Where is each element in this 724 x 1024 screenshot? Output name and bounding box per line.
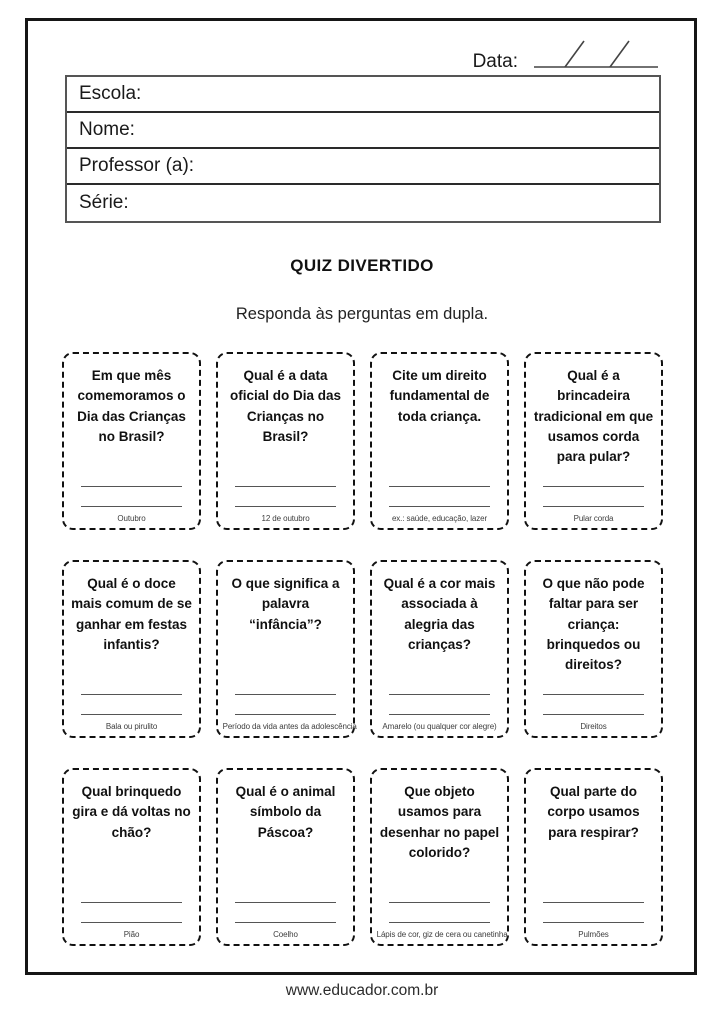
- page-title: QUIZ DIVERTIDO: [290, 256, 434, 275]
- quiz-card-11: [370, 768, 509, 946]
- quiz-card-9: [62, 768, 201, 946]
- answer-line[interactable]: [81, 922, 183, 923]
- date-row: [473, 34, 660, 75]
- quiz-cards-grid: [62, 352, 663, 946]
- answer-line[interactable]: [543, 902, 645, 903]
- answer-line[interactable]: [543, 486, 645, 487]
- answer-line[interactable]: [235, 506, 337, 507]
- card-answer: Pulmões: [578, 930, 609, 939]
- page-subtitle: Responda às perguntas em dupla.: [235, 305, 489, 323]
- answer-line[interactable]: [389, 486, 491, 487]
- answer-line[interactable]: [81, 506, 183, 507]
- footer-url: www.educador.com.br: [285, 982, 439, 999]
- card-question: Cite um direito fundamental de toda criança.: [389, 368, 490, 424]
- answer-line[interactable]: [235, 486, 337, 487]
- answer-line[interactable]: [235, 902, 337, 903]
- professor-label: Professor (a):: [79, 155, 195, 176]
- card-question: O que não pode faltar para ser criança: brinquedos ou direitos?: [542, 576, 645, 672]
- card-answer: Pião: [123, 930, 140, 939]
- card-question: Qual brinquedo gira e dá voltas no chão?: [72, 784, 191, 840]
- date-label: Data:: [472, 51, 518, 72]
- date-slashes-icon: [532, 34, 660, 70]
- answer-line[interactable]: [543, 714, 645, 715]
- card-question: Qual é o doce mais comum de se ganhar em festas infantis?: [71, 576, 192, 652]
- answer-line[interactable]: [81, 694, 183, 695]
- answer-line[interactable]: [235, 694, 337, 695]
- card-answer: Coelho: [273, 930, 298, 939]
- answer-line[interactable]: [81, 486, 183, 487]
- card-answer: Lápis de cor, giz de cera ou canetinha: [376, 930, 508, 939]
- quiz-card-2: [216, 352, 355, 530]
- card-answer: Período da vida antes da adolescência: [222, 722, 357, 731]
- quiz-card-6: [216, 560, 355, 738]
- quiz-card-5: [62, 560, 201, 738]
- card-question: Em que mês comemoramos o Dia das Crianças no Brasil?: [77, 368, 186, 444]
- answer-line[interactable]: [235, 922, 337, 923]
- card-question: Qual é a cor mais associada à alegria das crianças?: [383, 576, 496, 652]
- card-question: Qual parte do corpo usamos para respirar?: [547, 784, 640, 840]
- card-question: Qual é o animal símbolo da Páscoa?: [235, 784, 336, 840]
- student-info-table: [65, 75, 661, 223]
- quiz-card-12: [524, 768, 663, 946]
- info-row-escola[interactable]: [67, 77, 659, 113]
- answer-line[interactable]: [81, 714, 183, 715]
- nome-label: Nome:: [79, 119, 135, 140]
- answer-line[interactable]: [543, 922, 645, 923]
- card-answer: Direitos: [580, 722, 607, 731]
- info-row-serie[interactable]: [67, 185, 659, 221]
- escola-label: Escola:: [79, 83, 142, 104]
- answer-line[interactable]: [389, 902, 491, 903]
- card-answer: Bala ou pirulito: [105, 722, 158, 731]
- quiz-card-8: [524, 560, 663, 738]
- answer-line[interactable]: [389, 694, 491, 695]
- answer-line[interactable]: [389, 714, 491, 715]
- serie-label: Série:: [79, 192, 129, 213]
- card-question: O que significa a palavra “infância”?: [231, 576, 340, 632]
- date-fill-in-line[interactable]: [532, 34, 660, 75]
- quiz-card-3: [370, 352, 509, 530]
- card-question: Qual é a brincadeira tradicional em que usamos corda para pular?: [533, 368, 654, 464]
- info-row-nome[interactable]: [67, 113, 659, 149]
- quiz-card-10: [216, 768, 355, 946]
- card-question: Qual é a data oficial do Dia das Crianças no Brasil?: [229, 368, 342, 444]
- answer-line[interactable]: [543, 506, 645, 507]
- card-answer: Outubro: [117, 514, 146, 523]
- answer-line[interactable]: [543, 694, 645, 695]
- card-answer: Amarelo (ou qualquer cor alegre): [382, 722, 497, 731]
- info-row-professor[interactable]: [67, 149, 659, 185]
- answer-line[interactable]: [235, 714, 337, 715]
- card-question: Que objeto usamos para desenhar no papel colorido?: [379, 784, 500, 860]
- card-answer: Pular corda: [573, 514, 614, 523]
- answer-line[interactable]: [389, 506, 491, 507]
- quiz-card-1: [62, 352, 201, 530]
- card-answer: 12 de outubro: [261, 514, 310, 523]
- card-answer: ex.: saúde, educação, lazer: [391, 514, 488, 523]
- quiz-card-7: [370, 560, 509, 738]
- answer-line[interactable]: [389, 922, 491, 923]
- answer-line[interactable]: [81, 902, 183, 903]
- quiz-card-4: [524, 352, 663, 530]
